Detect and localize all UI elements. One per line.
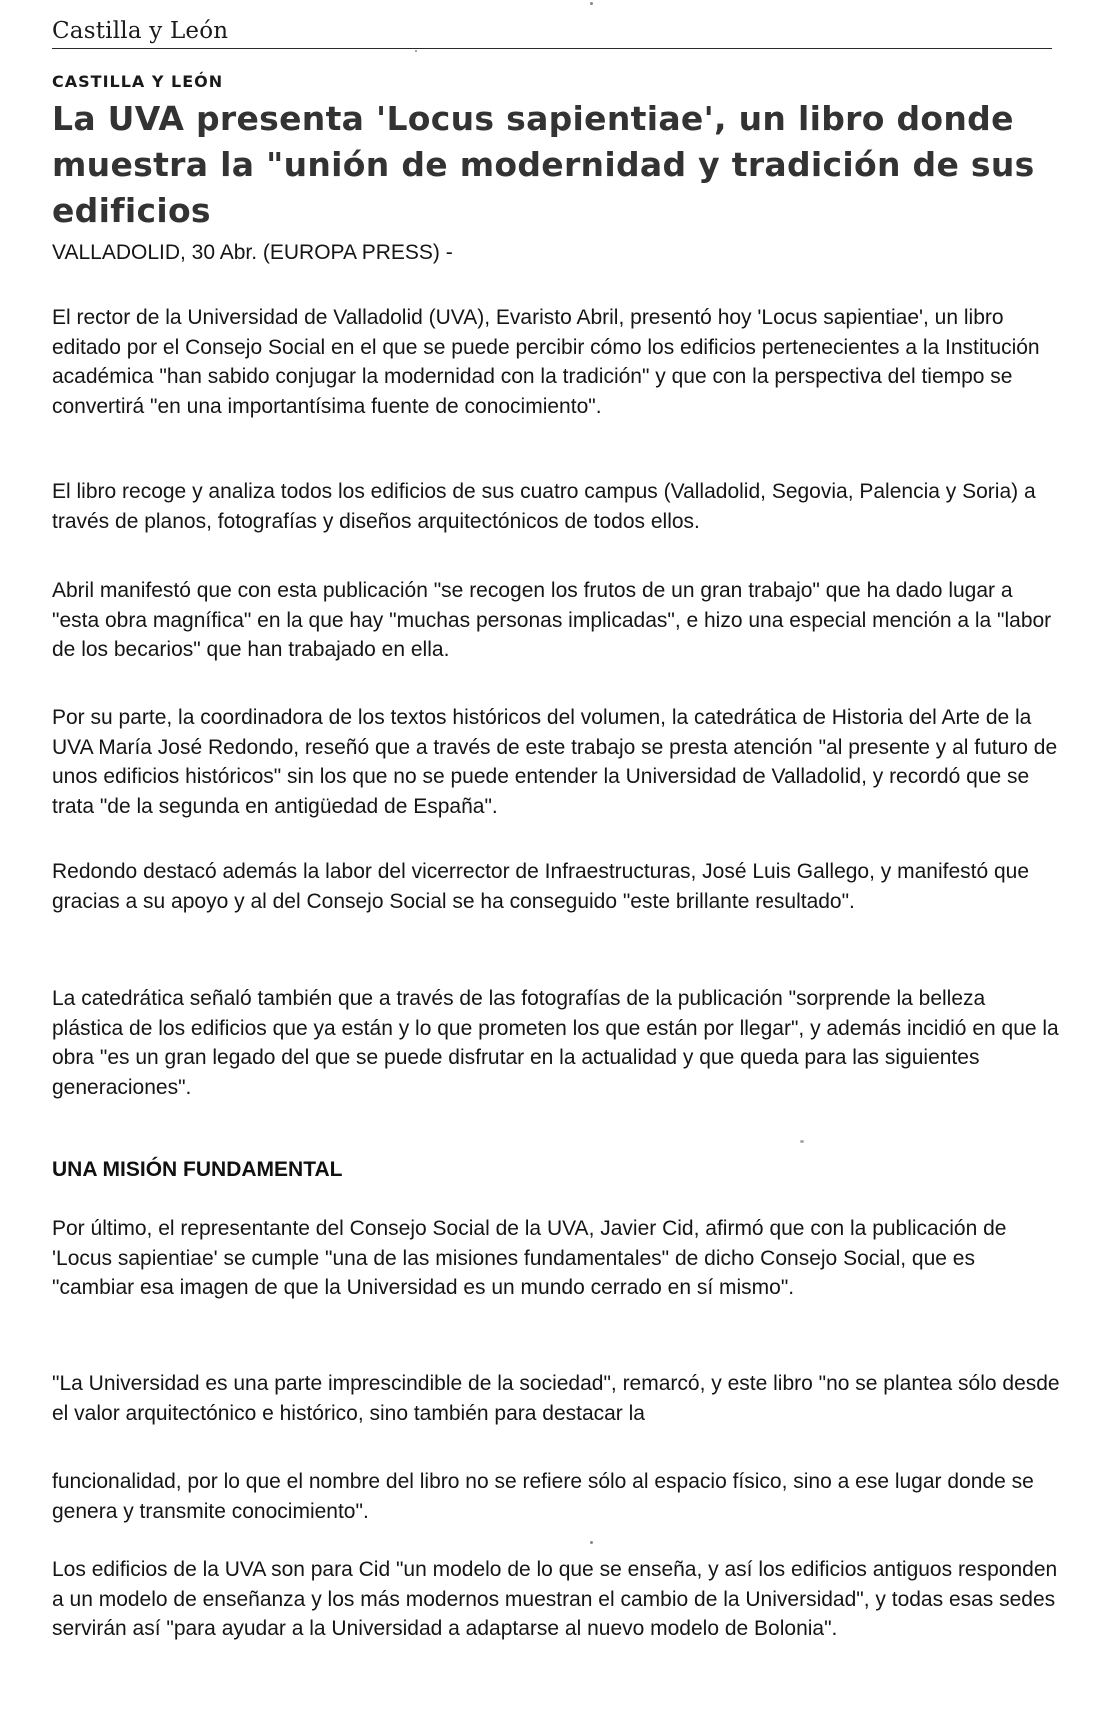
article-dateline: VALLADOLID, 30 Abr. (EUROPA PRESS) - [52,241,453,264]
article-paragraph: funcionalidad, por lo que el nombre del libro no se refiere sólo al espacio físico, sino a ese lugar donde se genera y transmite conocimiento". [52,1470,1034,1523]
article-paragraph: La catedrática señaló también que a través de las fotografías de la publicación "sorprende la belleza plástica de los edificios que ya están y lo que prometen los que están por llegar", y además incidió en que la obra "es un gran legado del que se puede disfrutar en la actualidad y que queda para las siguientes generaciones". [52,987,1059,1099]
scan-speck [800,1140,804,1143]
article-headline: La UVA presenta 'Locus sapientiae', un libro donde muestra la "unión de modernidad y tradición de sus edificios [52,99,1035,230]
article-paragraph: "La Universidad es una parte imprescindible de la sociedad", remarcó, y este libro "no se plantea sólo desde el valor arquitectónico e histórico, sino también para destacar la [52,1372,1060,1425]
scan-speck [590,2,593,5]
section-header [52,18,1052,49]
article-paragraph: Los edificios de la UVA son para Cid "un modelo de lo que se enseña, y así los edificios antiguos responden a un modelo de enseñanza y los más modernos muestran el cambio de la Universidad", y todas esas sedes servirán así "para ayudar a la Universidad a adaptarse al nuevo modelo de Bolonia". [52,1558,1058,1640]
scan-speck [415,50,417,52]
scan-speck [590,1541,593,1544]
article-paragraph: Redondo destacó además la labor del vicerrector de Infraestructuras, José Luis Gallego, y manifestó que gracias a su apoyo y al del Consejo Social se ha conseguido "este brillante resultado". [52,860,1030,913]
article-paragraph: Por su parte, la coordinadora de los textos históricos del volumen, la catedrática de Historia del Arte de la UVA María José Redondo, reseñó que a través de este trabajo se presta atención "al presente y al futuro de unos edificios históricos" sin los que no se puede entender la Universidad de Valladolid, y recordó que se trata "de la segunda en antigüedad de España". [52,706,1058,818]
article-paragraph: El libro recoge y analiza todos los edificios de sus cuatro campus (Valladolid, Segovia, Palencia y Soria) a través de planos, fotografías y diseños arquitectónicos de todos ellos. [52,480,1036,533]
article-kicker: CASTILLA Y LEÓN [52,72,224,91]
article-paragraph: El rector de la Universidad de Valladolid (UVA), Evaristo Abril, presentó hoy 'Locus sapientiae', un libro editado por el Consejo Social en el que se puede percibir cómo los edificios pertenecientes a la Institución académica "han sabido conjugar la modernidad con la tradición" y que con la perspectiva del tiempo se convertirá "en una importantísima fuente de conocimiento". [52,306,1040,418]
article-paragraph: Por último, el representante del Consejo Social de la UVA, Javier Cid, afirmó que con la publicación de 'Locus sapientiae' se cumple "una de las misiones fundamentales" de dicho Consejo Social, que es "cambiar esa imagen de que la Universidad es un mundo cerrado en sí mismo". [52,1217,1007,1299]
article-subhead: UNA MISIÓN FUNDAMENTAL [52,1158,343,1181]
section-header-title: Castilla y León [52,18,229,44]
article-paragraph: Abril manifestó que con esta publicación "se recogen los frutos de un gran trabajo" que ha dado lugar a "esta obra magnífica" en la que hay "muchas personas implicadas", e hizo una especial mención a la "labor de los becarios" que han trabajado en ella. [52,579,1052,661]
